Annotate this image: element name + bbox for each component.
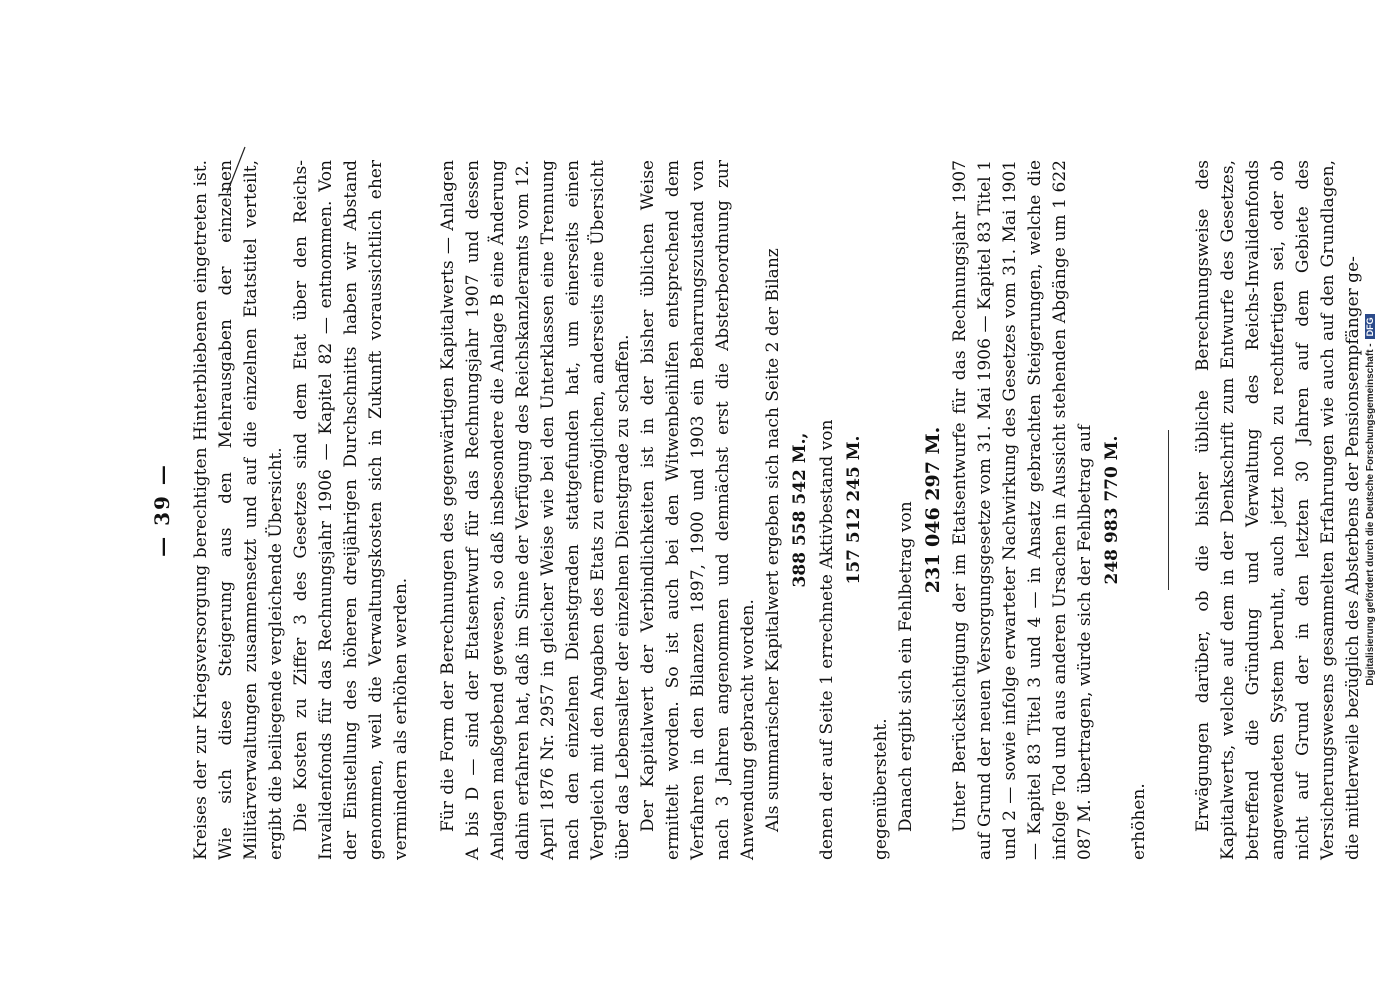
amount-fehlbetrag: 231 046 297 M. <box>922 426 944 594</box>
paragraph-erwaegungen: Erwägungen darüber, ob die bisher übliche Berechnungsweise des Kapitalwerts, welche auf dem in der Denkschrift zum Entwurfe des Gesetzes, betreffend die Gründung und Verwaltung des Reichs-Invalidenfonds angewendeten System beruht, auch jetzt noch zu rechtfertigen sei, oder ob nicht auf Grund der in den letzten 30 Jahren auf dem Gebiete des Versicherungswesens gesammelten Erfahrungen wie auch auf den Grundlagen, die mittlerweile bezüglich des Absterbens der Pensionsempfänger ge- <box>1193 160 1363 860</box>
paragraph-beruecksichtigung: Unter Berücksichtigung der im Etatsentwurfe für das Rechnungsjahr 1907 auf Grund der neuen Versorgungsgesetze vom 31. Mai 1906 — Kapitel 83 Titel 1 und 2 — sowie infolge erwarteter Nachwirkung des Gesetzes vom 31. Mai 1901 — Kapitel 83 Titel 3 und 4 — in Ansatz gebrachten Steigerungen, welche die infolge Tod und aus anderen Ursachen in Aussicht stehenden Abgänge um 1 622 087 M. übertragen, würde sich der Fehlbetrag auf <box>950 160 1095 860</box>
amount-fehlbetrag-erhoeht: 248 983 770 M. <box>1102 435 1122 585</box>
digitization-credit-text: Digitalisierung gefördert durch die Deutsche Forschungsgemeinschaft - <box>1364 343 1376 686</box>
amount-kapitalwert: 388 558 542 M., <box>790 432 810 588</box>
page-number: — 39 — <box>150 463 174 557</box>
handwritten-slash-mark <box>225 145 247 195</box>
paragraph-fehlbetrag: Danach ergibt sich ein Fehlbetrag von <box>896 501 916 832</box>
scanned-page <box>150 160 1363 860</box>
paragraph-summarischer-kapitalwert: Als summarischer Kapitalwert ergeben sich nach Seite 2 der Bilanz <box>763 248 783 832</box>
paragraph-steigerung: Kreises der zur Kriegsversorgung berechtigten Hinterbliebenen eingetreten ist. Wie sich diese Steigerung aus den Mehrausgaben der einzelnen Militärverwaltungen zusammensetzt und auf die einzelnen Etatstitel verteilt, ergibt die beiliegende vergleichende Übersicht. <box>191 160 286 860</box>
paragraph-form-berechnungen: Für die Form der Berechnungen des gegenwärtigen Kapitalwerts — Anlagen A bis D — sind der Etatsentwurf für das Rechnungsjahr 1907 und dessen Anlagen maßgebend gewesen, so daß insbesondere die Anlage B eine Änderung dahin erfahren hat, daß im Sinne der Verfügung des Reichskanzleramts vom 12. April 1876 Nr. 2957 in gleicher Weise wie bei den Unterklassen eine Trennung nach den einzelnen Dienstgraden stattgefunden hat, um einerseits einen Vergleich mit den Angaben des Etats zu ermöglichen, anderseits eine Übersicht über das Lebensalter der einzelnen Dienstgrade zu schaffen. <box>438 160 633 860</box>
paragraph-erhoehen: erhöhen. <box>1129 783 1149 860</box>
paragraph-aktivbestand: denen der auf Seite 1 errechnete Aktivbestand von <box>817 419 837 860</box>
digitization-credit <box>1357 0 1383 1000</box>
paragraph-kosten: Die Kosten zu Ziffer 3 des Gesetzes sind dem Etat über den Reichs-Invalidenfonds für das Rechnungsjahr 1906 — Kapitel 82 — entnommen. Von der Einstellung des höheren dreijährigen Durchschnitts haben wir Abstand genommen, weil die Verwaltungskosten sich in Zukunft voraussichtlich eher vermindern als erhöhen werden. <box>291 160 411 860</box>
paragraph-kapitalwert: Der Kapitalwert der Verbindlichkeiten ist in der bisher üblichen Weise ermittelt worden. So ist auch bei den Witwenbeihilfen entsprechend dem Verfahren in den Bilanzen 1897, 1900 und 1903 ein Beharrungszustand von nach 3 Jahren angenommen und demnächst erst die Absterbeordnung zur Anwendung gebracht worden. <box>638 160 758 860</box>
paragraph-gegenuebersteht: gegenübersteht. <box>871 718 891 860</box>
amount-aktivbestand: 157 512 245 M. <box>844 435 864 585</box>
page-text-block <box>150 160 1363 860</box>
dfg-logo: DFG <box>1365 314 1375 339</box>
